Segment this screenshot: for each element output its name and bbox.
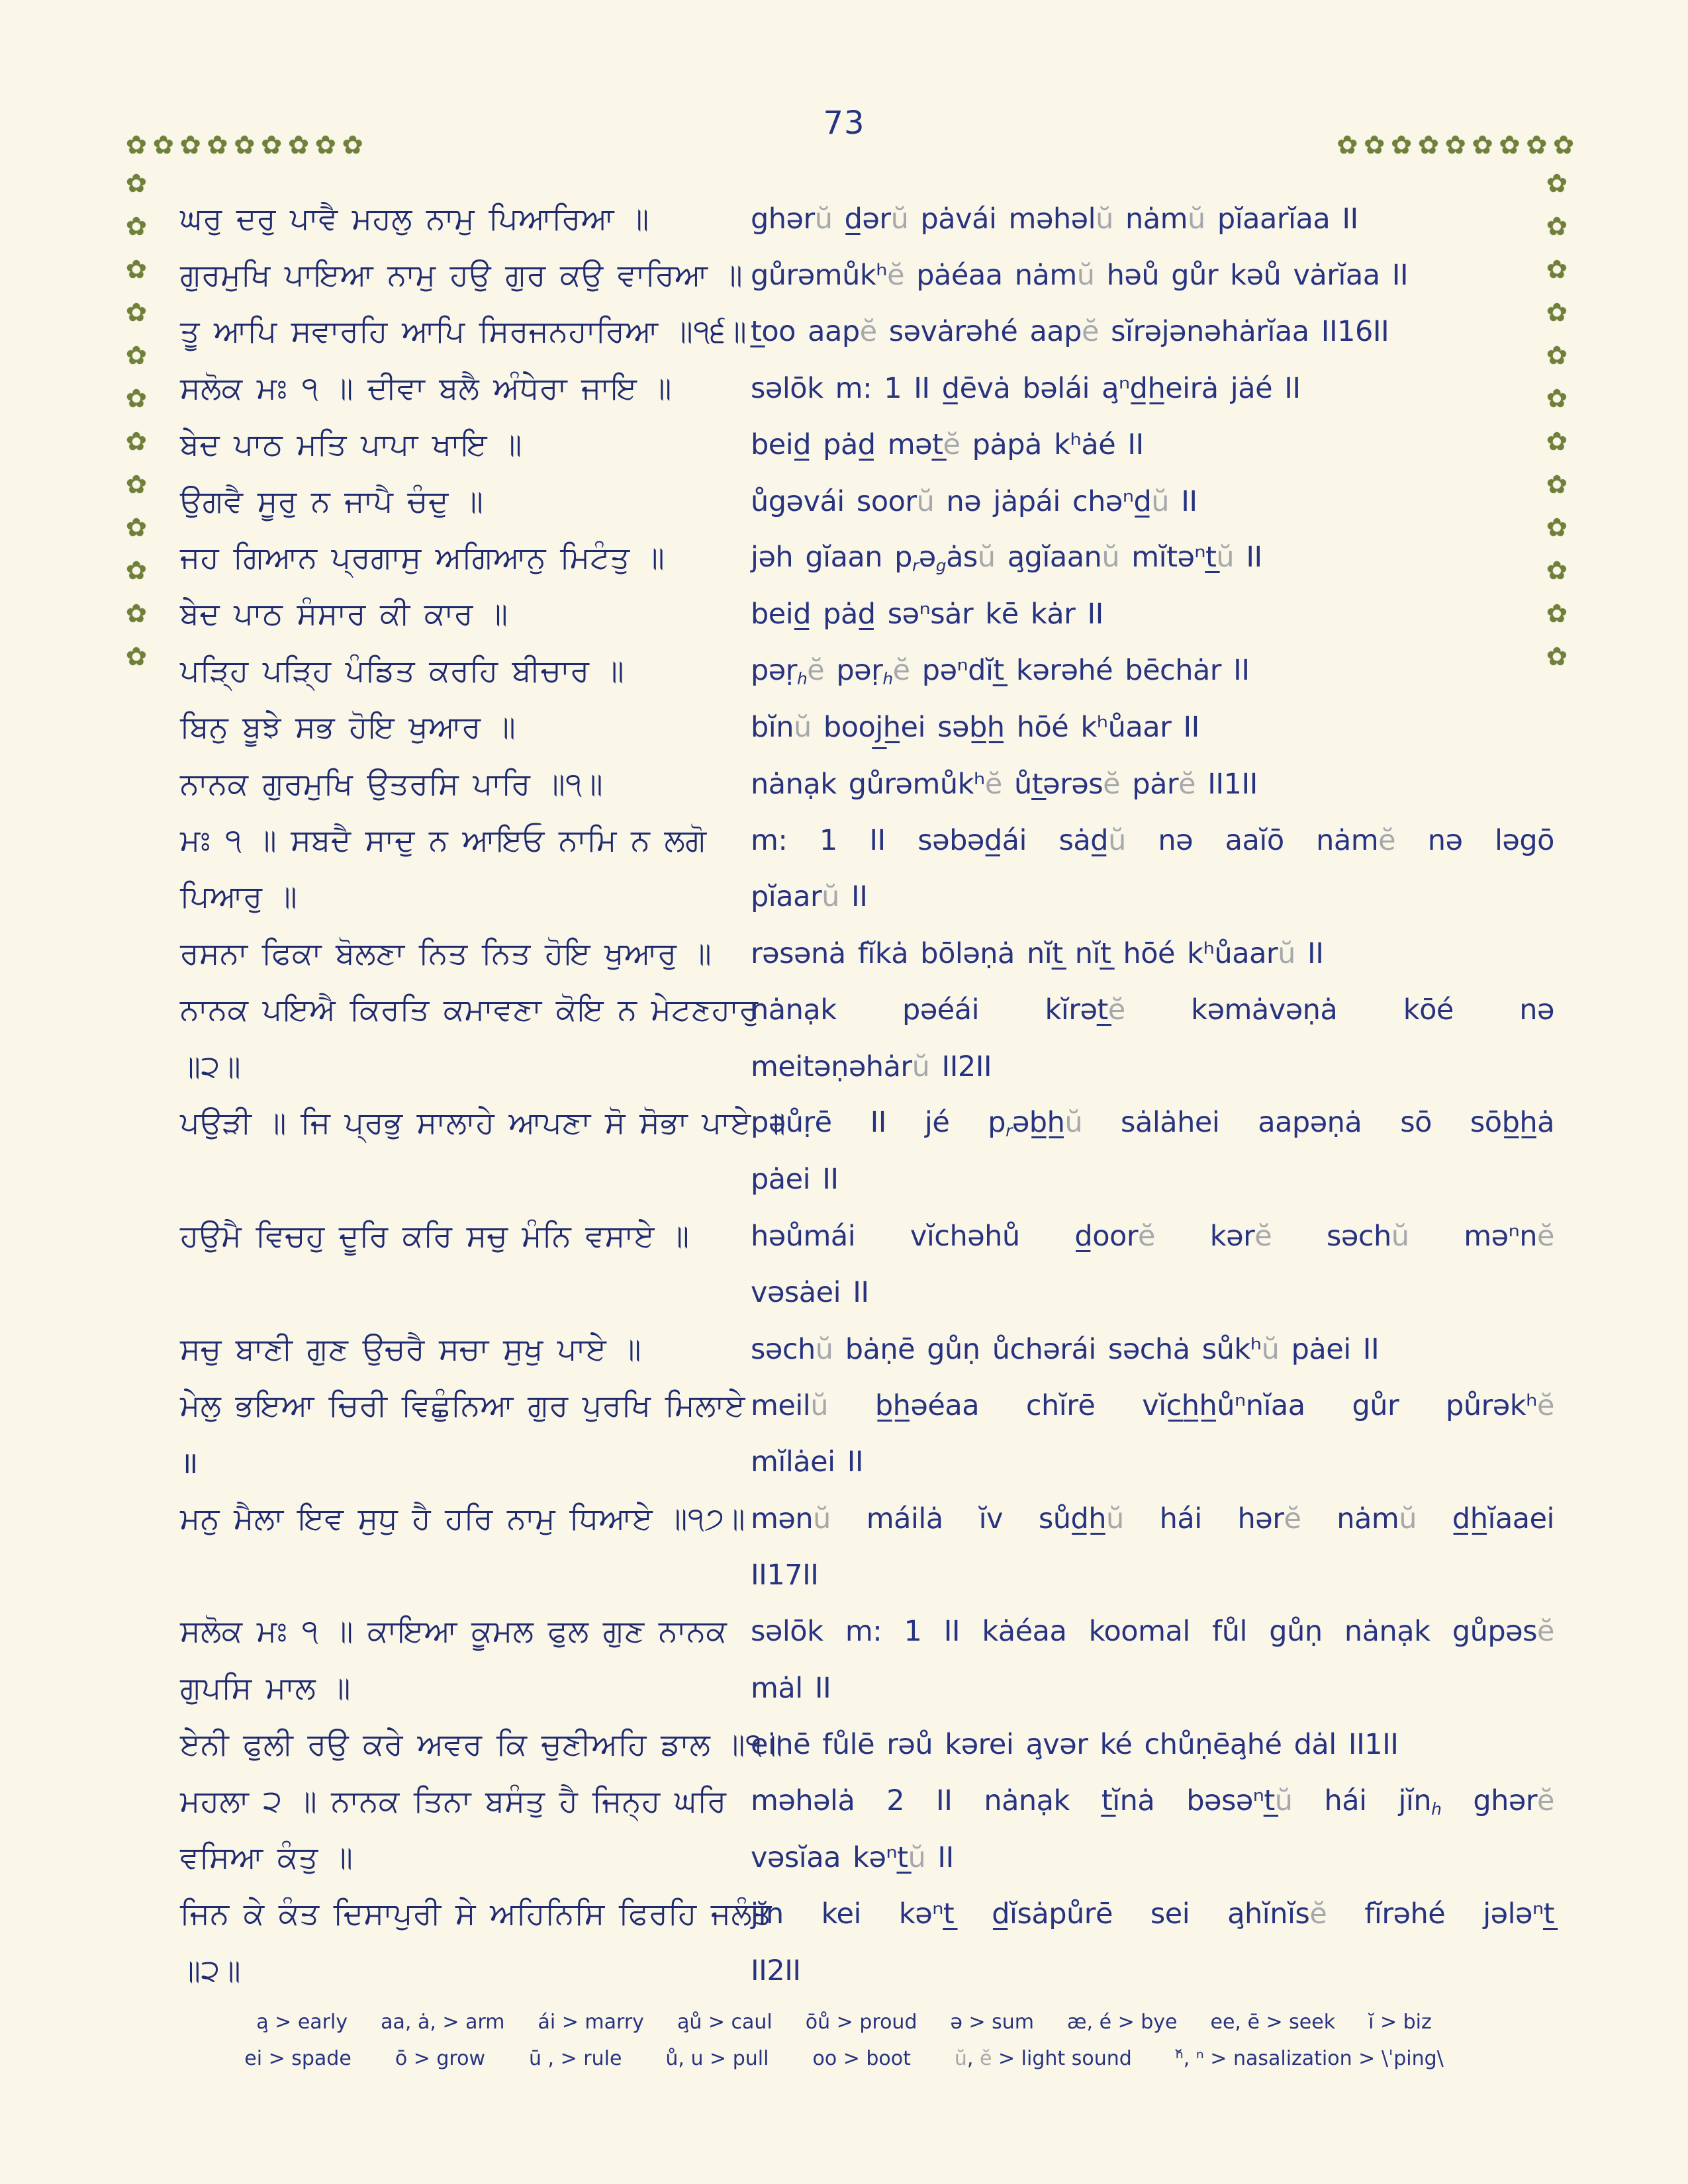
flower-icon: ✿: [1546, 513, 1568, 542]
text-row: [180, 586, 1554, 643]
translit-line: ůgəvái soorŭ nə jȧpái chəⁿd̲ŭ II: [751, 484, 1197, 518]
pronunciation-entry: ei > spade: [244, 2047, 352, 2070]
gurmukhi-line: ਨਾਨਕ ਗੁਰਮੁਖਿ ਉਤਰਸਿ ਪਾਰਿ ॥੧॥: [180, 765, 604, 801]
text-row: [180, 1490, 1554, 1547]
text-row: [180, 1321, 1554, 1377]
text-row: [180, 981, 1554, 1038]
pronunciation-entry: ŭ, ĕ > light sound: [954, 2047, 1132, 2070]
gurmukhi-line: ਜਿਨ ਕੇ ਕੰਤ ਦਿਸਾਪੁਰੀ ਸੇ ਅਹਿਨਿਸਿ ਫਿਰਹਿ ਜਲੰਤ: [180, 1895, 772, 1932]
flower-icon: ✿: [126, 513, 147, 542]
flower-icon: ✿: [1472, 130, 1493, 159]
gurmukhi-line: ਨਾਨਕ ਪਇਐ ਕਿਰਤਿ ਕਮਾਵਣਾ ਕੋਇ ਨ ਮੇਟਣਹਾਰੁ: [180, 991, 759, 1028]
gurmukhi-line: ਮਨੁ ਮੈਲਾ ਇਵ ਸੁਧੁ ਹੈ ਹਰਿ ਨਾਮੁ ਧਿਆਏ ॥੧੭॥: [180, 1500, 745, 1536]
pronunciation-entry: ái > marry: [538, 2011, 644, 2034]
text-row: [180, 1773, 1554, 1829]
pronunciation-entry: a̧ů > caul: [677, 2011, 773, 2034]
translit-line: vəsȧei II: [751, 1276, 869, 1310]
gurmukhi-line: ਤੂ ਆਪਿ ਸਵਾਰਹਿ ਆਪਿ ਸਿਰਜਨਹਾਰਿਆ ॥੧੬॥: [180, 313, 747, 349]
text-row: [180, 1547, 1554, 1603]
translit-line: mənŭ máilȧ ĭv sůd̲h̲ŭ hái hərĕ nȧmŭ d̲h̲ĭaaei: [751, 1502, 1554, 1535]
text-row: [180, 643, 1554, 699]
pronunciation-key-row-2: [244, 2047, 1444, 2070]
gurmukhi-line: ਵਸਿਆ ਕੰਤੁ ॥: [180, 1839, 353, 1876]
translit-line: II2II: [751, 1954, 801, 1987]
flower-icon: ✿: [126, 470, 147, 499]
page-number: 73: [823, 105, 865, 142]
pronunciation-entry: a̧ > early: [256, 2011, 348, 2034]
translit-line: meilŭ b̲h̲əéaa chĭrē vĭc̲h̲h̲ůⁿnĭaa gůr půrəkʰĕ: [751, 1388, 1554, 1422]
flower-icon: ✿: [126, 130, 147, 159]
pronunciation-entry: æ, é > bye: [1067, 2011, 1178, 2034]
flower-icon: ✿: [261, 130, 283, 159]
gurmukhi-line: ਹਉਮੈ ਵਿਚਹੁ ਦੂਰਿ ਕਰਿ ਸਚੁ ਮੰਨਿ ਵਸਾਏ ॥: [180, 1217, 690, 1253]
translit-line: səlōk m: 1 II d̲ēvȧ bəlái a̧ⁿd̲h̲eirȧ jȧé II: [751, 371, 1301, 405]
pronunciation-entry: ō > grow: [395, 2047, 485, 2070]
flower-icon: ✿: [1499, 130, 1521, 159]
gurmukhi-line: ਪਉੜੀ ॥ ਜਿ ਪ੍ਰਭੁ ਸਾਲਾਹੇ ਆਪਣਾ ਸੋ ਸੋਭਾ ਪਾਏ ॥: [180, 1104, 786, 1140]
text-row: [180, 1434, 1554, 1490]
text-row: [180, 1095, 1554, 1151]
translit-line: məhəlȧ 2 II nȧnạk t̲ĭnȧ bəsəⁿt̲ŭ hái jĭnh ghərĕ: [751, 1784, 1554, 1819]
translit-line: mĭlȧei II: [751, 1445, 864, 1479]
pronunciation-entry: aa, ȧ, > arm: [381, 2011, 505, 2034]
border-top-right-flowers: [1336, 132, 1574, 158]
flower-icon: ✿: [1526, 130, 1548, 159]
flower-icon: ✿: [1391, 130, 1412, 159]
flower-icon: ✿: [179, 130, 201, 159]
gurmukhi-line: ਉਗਵੈ ਸੂਰੁ ਨ ਜਾਪੈ ਚੰਦੁ ॥: [180, 482, 484, 519]
flower-icon: ✿: [126, 212, 147, 241]
flower-icon: ✿: [126, 642, 147, 671]
flower-icon: ✿: [1553, 130, 1574, 159]
flower-icon: ✿: [234, 130, 256, 159]
text-row: [180, 1038, 1554, 1095]
text-row: [180, 756, 1554, 812]
pronunciation-entry: ⁿ̆, ⁿ > nasalization > \ˈping\: [1175, 2047, 1444, 2070]
flower-icon: ✿: [126, 384, 147, 413]
flower-icon: ✿: [126, 427, 147, 456]
flower-icon: ✿: [314, 130, 336, 159]
flower-icon: ✿: [1364, 130, 1385, 159]
text-row: [180, 1829, 1554, 1886]
translit-line: gůrəmůkʰĕ pȧéaa nȧmŭ həů gůr kəů vȧrĭaa II: [751, 259, 1409, 293]
flower-icon: ✿: [1444, 130, 1466, 159]
translit-line: həůmái vĭchəhů d̲oorĕ kərĕ səchŭ məⁿnĕ: [751, 1219, 1554, 1253]
translit-line: vəsĭaa kəⁿt̲ŭ II: [751, 1841, 954, 1875]
flower-icon: ✿: [288, 130, 309, 159]
translit-line: t̲oo aapĕ səvȧrəhé aapĕ sĭrəjənəhȧrĭaa II16II: [751, 315, 1389, 349]
text-row: [180, 1717, 1554, 1773]
text-row: [180, 1208, 1554, 1264]
border-left-flowers: [126, 171, 147, 669]
text-row: [180, 1152, 1554, 1208]
gurmukhi-line: ਮਃ ੧ ॥ ਸਬਦੈ ਸਾਦੁ ਨ ਆਇਓ ਨਾਮਿ ਨ ਲਗੋ: [180, 821, 707, 858]
text-row: [180, 473, 1554, 529]
text-row: [180, 1942, 1554, 1999]
gurmukhi-line: ਏਨੀ ਫੁਲੀ ਰਉ ਕਰੇ ਅਵਰ ਕਿ ਚੁਣੀਅਹਿ ਡਾਲ ॥੧॥: [180, 1726, 783, 1762]
translit-line: pȧei II: [751, 1163, 839, 1197]
flower-icon: ✿: [1336, 130, 1358, 159]
flower-icon: ✿: [126, 556, 147, 585]
text-row: [180, 417, 1554, 473]
gurmukhi-line: ਸਲੋਕ ਮਃ ੧ ॥ ਦੀਵਾ ਬਲੈ ਅੰਧੇਰਾ ਜਾਇ ॥: [180, 369, 672, 406]
translit-line: pəůṛē II jé prəb̲h̲ŭ sȧlȧhei aapəṇȧ sō sōb̲h̲ȧ: [751, 1105, 1554, 1140]
translit-line: mȧl II: [751, 1671, 831, 1705]
gurmukhi-line: ਬੇਦ ਪਾਠ ਮਤਿ ਪਾਪਾ ਖਾਇ ॥: [180, 426, 522, 463]
flower-icon: ✿: [126, 298, 147, 327]
flower-icon: ✿: [126, 169, 147, 198]
text-row: [180, 529, 1554, 586]
text-row: [180, 1886, 1554, 1942]
pronunciation-entry: ōů > proud: [805, 2011, 917, 2034]
text-row: [180, 700, 1554, 756]
text-row: [180, 1264, 1554, 1320]
translit-line: jĭn kei kəⁿt̲ d̲ĭsȧpůrē sei a̧hĭnĭsĕ fĭrəhé jələⁿt̲: [751, 1897, 1554, 1931]
gurmukhi-line: ਪੜ੍ਹਿ ਪੜ੍ਹਿ ਪੰਡਿਤ ਕਰਹਿ ਬੀਚਾਰ ॥: [180, 652, 625, 688]
gurmukhi-line: ਰਸਨਾ ਫਿਕਾ ਬੋਲਣਾ ਨਿਤ ਨਿਤ ਹੋਇ ਖੁਆਰੁ ॥: [180, 934, 712, 971]
translit-line: nȧnạk gůrəmůkʰĕ ůt̲ərəsĕ pȧrĕ II1II: [751, 767, 1258, 801]
gurmukhi-line: ॥੨॥: [180, 1048, 242, 1084]
translit-line: ghərŭ d̲ərŭ pȧvái məhəlŭ nȧmŭ pĭaarĭaa II: [751, 202, 1358, 236]
translit-line: səlōk m: 1 II kȧéaa koomal fůl gůṇ nȧnạk gůpəsĕ: [751, 1615, 1554, 1649]
gurmukhi-line: ਜਹ ਗਿਆਨ ਪ੍ਰਗਾਸੁ ਅਗਿਆਨੁ ਮਿਟੰਤੁ ॥: [180, 539, 665, 576]
flower-icon: ✿: [1546, 599, 1568, 628]
translit-line: rəsənȧ fĭkȧ bōləṇȧ nĭt̲ nĭt̲ hōé kʰůaarŭ II: [751, 936, 1324, 970]
translit-line: jəh gĭaan prəgȧsŭ a̧gĭaanŭ mĭtəⁿt̲ŭ II: [751, 541, 1262, 576]
content: [180, 191, 1554, 1999]
translit-line: beid̲ pȧd̲ mət̲ĕ pȧpȧ kʰȧé II: [751, 428, 1144, 462]
translit-line: pĭaarŭ II: [751, 880, 868, 914]
text-row: [180, 869, 1554, 925]
text-row: [180, 1660, 1554, 1716]
gurmukhi-line: ਸਲੋਕ ਮਃ ੧ ॥ ਕਾਇਆ ਕੂਮਲ ਫੁਲ ਗੁਣ ਨਾਨਕ: [180, 1613, 727, 1649]
pronunciation-key-row-1: [256, 2011, 1432, 2034]
text-row: [180, 247, 1554, 303]
border-top-left-flowers: [126, 132, 363, 158]
text-row: [180, 304, 1554, 360]
translit-line: pəṛhĕ pəṛhĕ pəⁿdĭt̲ kərəhé bēchȧr II: [751, 653, 1250, 688]
flower-icon: ✿: [1546, 298, 1568, 327]
translit-line: nȧnạk pəéái kĭrət̲ĕ kəmȧvəṇȧ kōé nə: [751, 993, 1554, 1027]
text-row: [180, 1604, 1554, 1660]
pronunciation-entry: ĭ > biz: [1368, 2011, 1432, 2034]
translit-line: einē fůlē rəů kərei a̧vər ké chůṇēa̧hé dȧl II1II: [751, 1728, 1399, 1762]
text-row: [180, 812, 1554, 868]
gurmukhi-line: ਗੁਰਮੁਖਿ ਪਾਇਆ ਨਾਮੁ ਹਉ ਗੁਰ ਕਉ ਵਾਰਿਆ ॥: [180, 257, 743, 293]
translit-line: beid̲ pȧd̲ səⁿsȧr kē kȧr II: [751, 598, 1103, 631]
pronunciation-entry: ee, ē > seek: [1210, 2011, 1336, 2034]
flower-icon: ✿: [1546, 642, 1568, 671]
gurmukhi-line: ਪਿਆਰੁ ॥: [180, 878, 298, 915]
gurmukhi-line: ਬੇਦ ਪਾਠ ਸੰਸਾਰ ਕੀ ਕਾਰ ॥: [180, 596, 508, 632]
pronunciation-entry: oo > boot: [812, 2047, 911, 2070]
pronunciation-entry: ū , > rule: [528, 2047, 622, 2070]
flower-icon: ✿: [1546, 169, 1568, 198]
flower-icon: ✿: [1546, 341, 1568, 370]
pronunciation-entry: ů, u > pull: [665, 2047, 769, 2070]
flower-icon: ✿: [1546, 470, 1568, 499]
gurmukhi-line: ਸਚੁ ਬਾਣੀ ਗੁਣ ਉਚਰੈ ਸਚਾ ਸੁਖੁ ਪਾਏ ॥: [180, 1330, 641, 1367]
flower-icon: ✿: [152, 130, 174, 159]
pronunciation-key: [0, 2011, 1688, 2070]
translit-line: II17II: [751, 1559, 819, 1592]
flower-icon: ✿: [126, 341, 147, 370]
translit-line: meitəṇəhȧrŭ II2II: [751, 1050, 992, 1083]
text-row: [180, 360, 1554, 416]
gurmukhi-line: ॥੨॥: [180, 1952, 242, 1988]
text-row: [180, 191, 1554, 247]
flower-icon: ✿: [1546, 212, 1568, 241]
flower-icon: ✿: [126, 599, 147, 628]
translit-line: bĭnŭ booj̲h̲ei səb̲h̲ hōé kʰůaar II: [751, 711, 1199, 745]
flower-icon: ✿: [1546, 255, 1568, 284]
gurmukhi-line: ਮੇਲੁ ਭਇਆ ਚਿਰੀ ਵਿਛੁੰਨਿਆ ਗੁਰ ਪੁਰਖਿ ਮਿਲਾਏ: [180, 1387, 746, 1423]
flower-icon: ✿: [1546, 427, 1568, 456]
gurmukhi-line: ਬਿਨੁ ਬੂਝੇ ਸਭ ਹੋਇ ਖੁਆਰ ॥: [180, 709, 516, 745]
text-row: [180, 1377, 1554, 1433]
flower-icon: ✿: [1546, 556, 1568, 585]
text-row: [180, 925, 1554, 981]
gurmukhi-line: ਗੁਪਸਿ ਮਾਲ ॥: [180, 1669, 351, 1706]
flower-icon: ✿: [1417, 130, 1439, 159]
pronunciation-entry: ə > sum: [950, 2011, 1035, 2034]
flower-icon: ✿: [342, 130, 363, 159]
flower-icon: ✿: [1546, 384, 1568, 413]
flower-icon: ✿: [126, 255, 147, 284]
gurmukhi-line: ॥: [180, 1445, 199, 1481]
translit-line: m: 1 II səbəd̲ái sȧd̲ŭ nə aaĭō nȧmĕ nə ləgō: [751, 823, 1554, 857]
translit-line: səchŭ bȧṇē gůṇ ůchərái səchȧ sůkʰŭ pȧei II: [751, 1332, 1380, 1366]
flower-icon: ✿: [207, 130, 228, 159]
gurmukhi-line: ਘਰੁ ਦਰੁ ਪਾਵੈ ਮਹਲੁ ਨਾਮੁ ਪਿਆਰਿਆ ॥: [180, 200, 649, 236]
gurmukhi-line: ਮਹਲਾ ੨ ॥ ਨਾਨਕ ਤਿਨਾ ਬਸੰਤੁ ਹੈ ਜਿਨ੍ਹ ਘਰਿ: [180, 1782, 727, 1819]
